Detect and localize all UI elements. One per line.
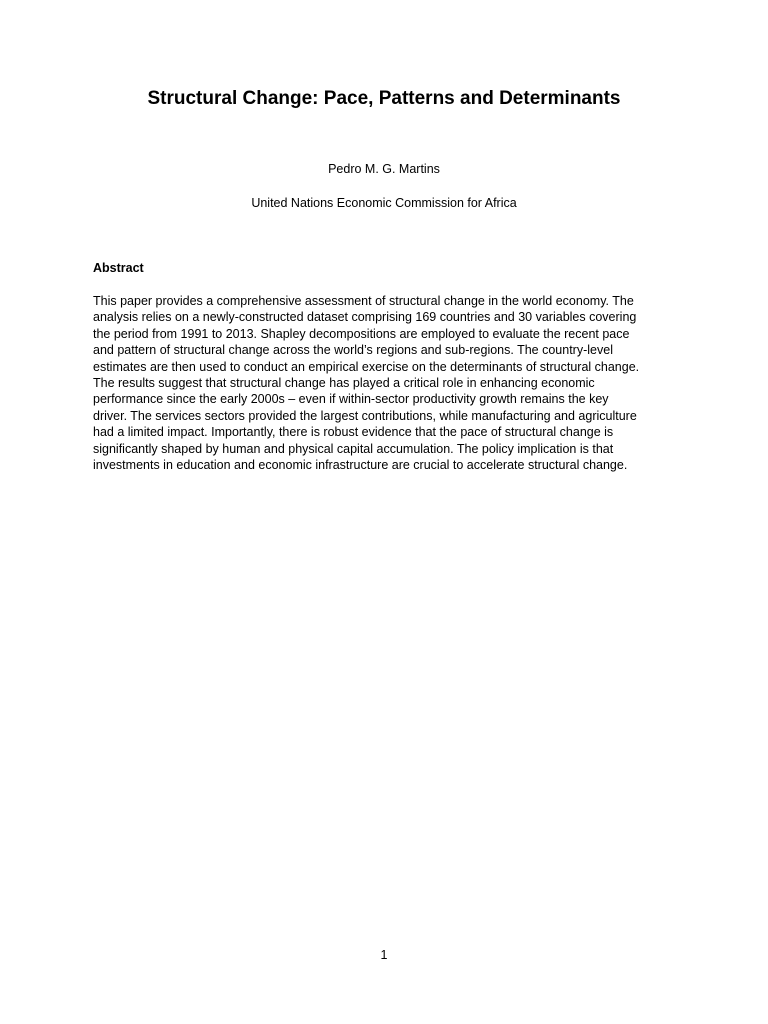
paper-title: Structural Change: Pace, Patterns and Determinants	[147, 88, 621, 109]
abstract-line: significantly shaped by human and physical capital accumulation. The policy implication is that	[93, 441, 614, 456]
page-number: 1	[380, 948, 388, 962]
abstract-line: analysis relies on a newly-constructed dataset comprising 169 countries and 30 variables covering	[93, 310, 637, 325]
abstract-line: investments in education and economic infrastructure are crucial to accelerate structural change.	[93, 458, 628, 473]
abstract-line: the period from 1991 to 2013. Shapley decompositions are employed to evaluate the recent pace	[93, 326, 630, 341]
abstract-line: The results suggest that structural change has played a critical role in enhancing economic	[93, 376, 595, 391]
abstract-body	[93, 293, 675, 473]
abstract-line: estimates are then used to conduct an empirical exercise on the determinants of structural change.	[93, 359, 640, 374]
author-name: Pedro M. G. Martins	[328, 162, 440, 176]
author-affiliation: United Nations Economic Commission for Africa	[251, 196, 517, 210]
abstract-line: This paper provides a comprehensive assessment of structural change in the world economy. The	[93, 294, 634, 308]
abstract-heading: Abstract	[93, 261, 144, 275]
abstract-line: performance since the early 2000s – even if within-sector productivity growth remains the key	[93, 392, 609, 407]
abstract-line: driver. The services sectors provided the largest contributions, while manufacturing and agriculture	[93, 408, 637, 423]
abstract-line: had a limited impact. Importantly, there is robust evidence that the pace of structural change is	[93, 425, 614, 440]
abstract-line: and pattern of structural change across the world’s regions and sub-regions. The country-level	[93, 343, 613, 358]
